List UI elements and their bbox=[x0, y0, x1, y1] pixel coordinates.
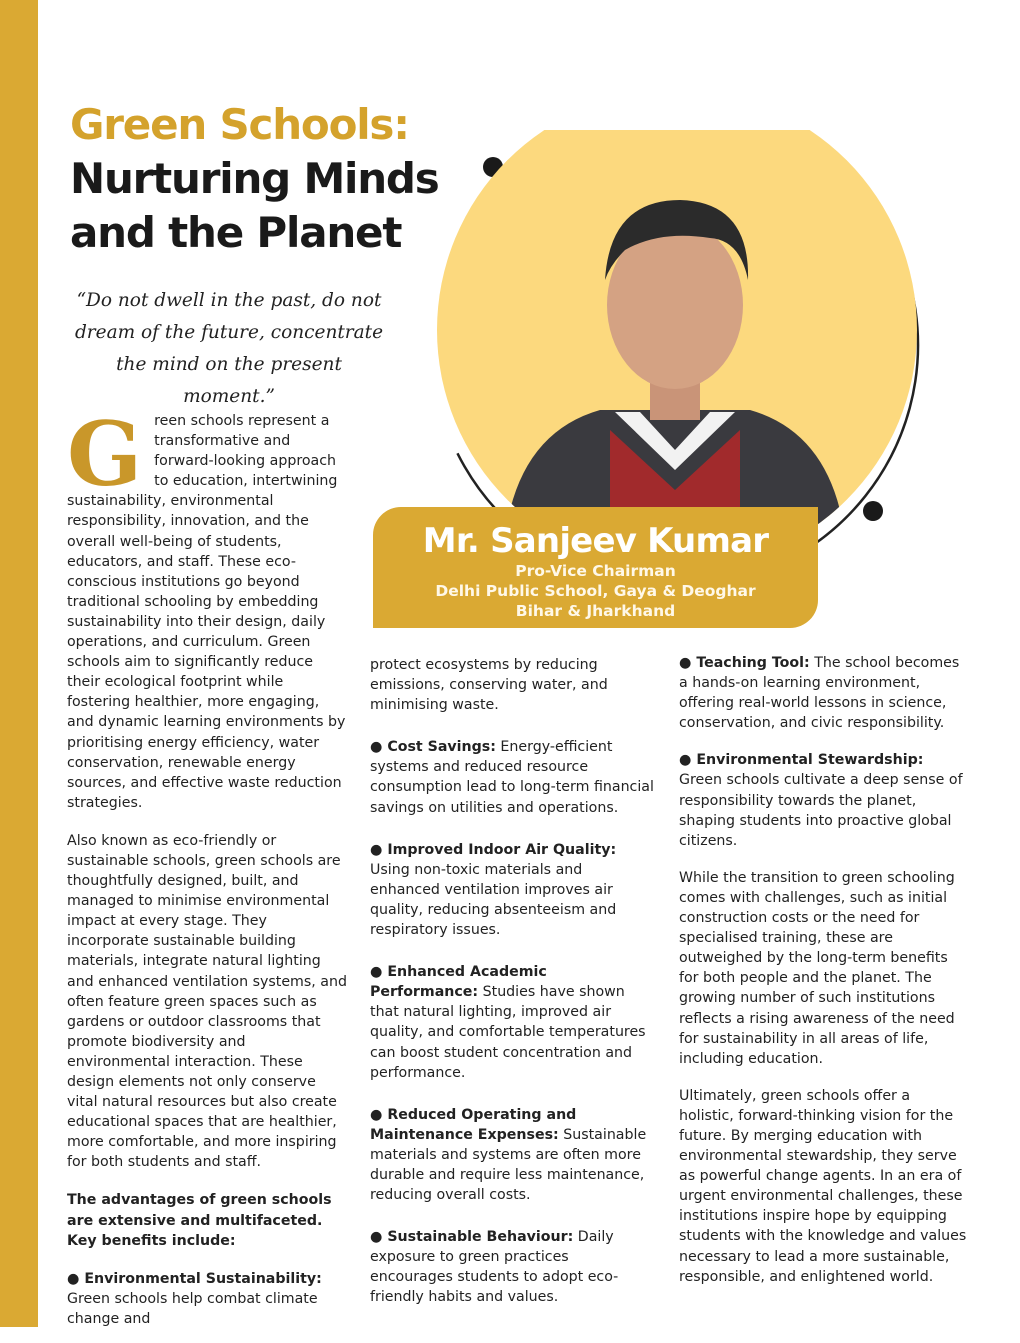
profile-role: Pro-Vice Chairman bbox=[515, 562, 676, 580]
title-line-3: and the Planet bbox=[70, 208, 402, 257]
bullet-environmental-sustainability: ● Environmental Sustainability: Green schools help combat climate change and bbox=[67, 1270, 322, 1327]
bullet-teaching-tool: ● Teaching Tool: The school becomes a hands-on learning environment, offering real-world lessons in science, conservation, and civic responsibility. bbox=[679, 655, 960, 732]
column-3 bbox=[679, 653, 969, 1301]
profile-card bbox=[373, 507, 818, 628]
intro-paragraph: Green schools represent a transformative and forward-looking approach to education, intertwining sustainability, environmental responsibility, innovation, and the overall well-being of students, educators, and staff. These eco-conscious institutions go beyond traditional schooling by embedding sustainability into their design, daily operations, and curriculum. Green schools aim to significantly reduce their ecological footprint while fostering healthier, more engaging, and dynamic learning environments by prioritising energy efficiency, water conservation, renewable energy sources, and effective waste reduction strategies. bbox=[67, 402, 346, 811]
drop-cap: G bbox=[67, 402, 143, 506]
portrait-svg bbox=[410, 130, 1010, 550]
paragraph-eco-friendly: Also known as eco-friendly or sustainable schools, green schools are thoughtfully designed, built, and managed to minimise environmental impact at every stage. They incorporate sustainable building materials, integrate natural lighting and enhanced ventilation systems, and often feature green spaces such as gardens or outdoor classrooms that promote biodiversity and environmental interaction. These design elements not only conserve vital natural resources but also create educational spaces that are healthier, more comfortable, and more inspiring for both students and staff. bbox=[67, 832, 347, 1171]
bullet-environmental-stewardship: ● Environmental Stewardship: Green schools cultivate a deep sense of responsibility towards the planet, shaping students into proactive global citizens. bbox=[679, 752, 963, 849]
bullet-continuation: protect ecosystems by reducing emissions, conserving water, and minimising waste. bbox=[370, 657, 608, 714]
column-2 bbox=[370, 655, 655, 1322]
accent-sidebar bbox=[0, 0, 38, 1327]
bullet-air-quality: ● Improved Indoor Air Quality: Using non-toxic materials and enhanced ventilation improves air quality, reducing absenteeism and respiratory issues. bbox=[370, 841, 617, 939]
page-title bbox=[70, 98, 439, 260]
arc-dot-bottom bbox=[863, 501, 883, 521]
profile-name: Mr. Sanjeev Kumar bbox=[422, 521, 769, 561]
paragraph-conclusion: Ultimately, green schools offer a holistic, forward-thinking vision for the future. By merging education with environmental stewardship, they serve as powerful change agents. In an era of urgent environmental challenges, these institutions inspire hope by equipping students with the knowledge and values necessary to lead a more sustainable, responsible, and enlightened world. bbox=[679, 1087, 967, 1285]
advantages-heading: The advantages of green schools are extensive and multifaceted. Key benefits include: bbox=[67, 1192, 332, 1249]
title-line-1: Green Schools: bbox=[70, 100, 409, 149]
bullet-operating-expenses: ● Reduced Operating and Maintenance Expenses: Sustainable materials and systems are often more durable and require less maintenance, reducing overall costs. bbox=[370, 1106, 647, 1204]
paragraph-transition: While the transition to green schooling comes with challenges, such as initial construction costs or the need for specialised training, these are outweighed by the long-term benefits for both people and the planet. The growing number of such institutions reflects a rising awareness of the need for sustainability in all areas of life, including education. bbox=[679, 869, 955, 1067]
bullet-cost-savings: ● Cost Savings: Energy-efficient systems and reduced resource consumption lead to long-term financial savings on utilities and operations. bbox=[370, 739, 654, 816]
title-line-2: Nurturing Minds bbox=[70, 154, 439, 203]
pull-quote: “Do not dwell in the past, do not dream of the future, concentrate the mind on the present moment.” bbox=[74, 290, 384, 407]
bullet-sustainable-behaviour: ● Sustainable Behaviour: Daily exposure to green practices encourages students to adopt eco-friendly habits and values. bbox=[370, 1229, 619, 1306]
portrait-graphic bbox=[410, 130, 1010, 550]
column-1 bbox=[67, 402, 349, 1343]
profile-region: Bihar & Jharkhand bbox=[515, 602, 676, 620]
bullet-academic-performance: ● Enhanced Academic Performance: Studies have shown that natural lighting, improved air quality, and comfortable temperatures can boost student concentration and performance. bbox=[370, 964, 646, 1081]
profile-school: Delhi Public School, Gaya & Deoghar bbox=[435, 582, 756, 600]
